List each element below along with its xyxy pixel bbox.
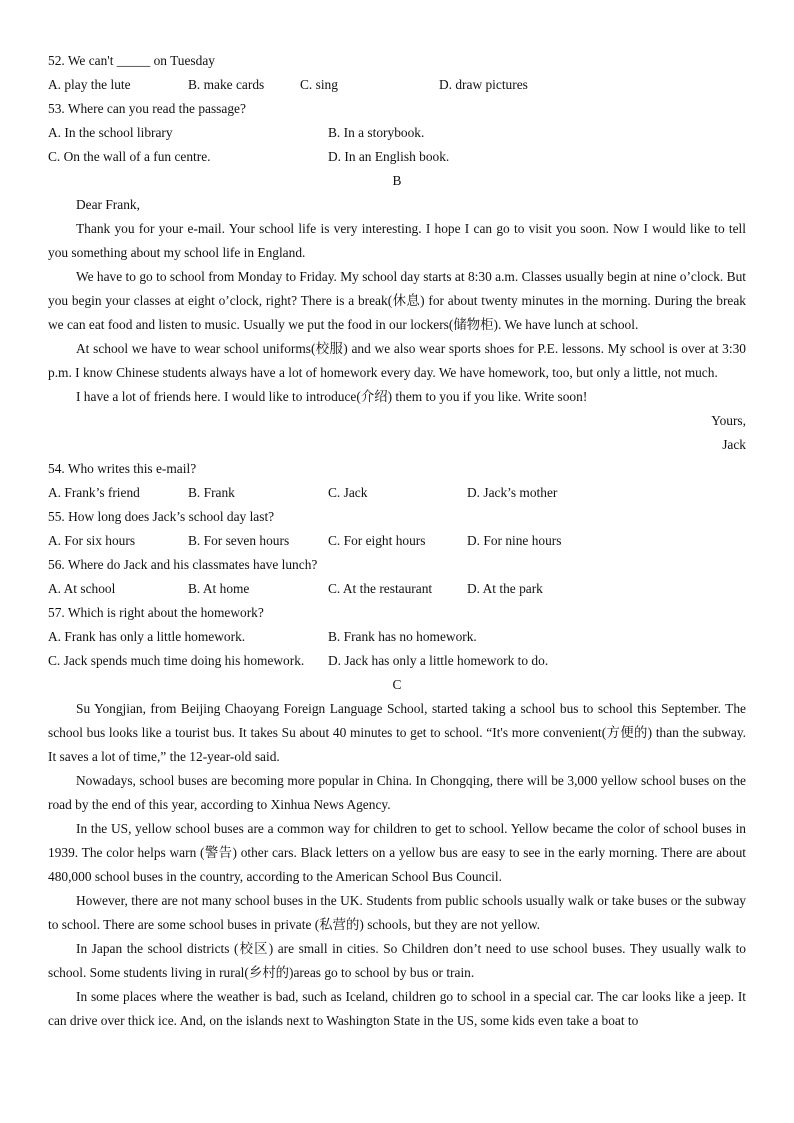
question-54: 54. Who writes this e-mail? <box>48 461 197 476</box>
question-53: 53. Where can you read the passage? <box>48 101 246 116</box>
option-c: C. sing <box>300 77 338 92</box>
passage-paragraph: In some places where the weather is bad, such as Iceland, children go to school in a special car. The car looks like a jeep. It can drive over thick ice. And, on the islands next to Washington State in the US, some kids even take a boat to <box>48 989 746 1028</box>
passage-paragraph: In the US, yellow school buses are a common way for children to get to school. Yellow became the color of school buses in 1939. The color helps warn (警告) other cars. Black letters on a yellow bus are easy to see in the early morning. There are about 480,000 school buses in the country, according to the American School Bus Council. <box>48 821 746 884</box>
question-53-options-row2 <box>48 145 746 169</box>
question-55: 55. How long does Jack’s school day last? <box>48 509 275 524</box>
passage-paragraph: However, there are not many school buses in the UK. Students from public schools usually walk or take buses or the subway to school. There are some school buses in private (私营的) schools, but they are not yellow. <box>48 893 746 932</box>
option-a: A. Frank has only a little homework. <box>48 629 246 644</box>
question-52-options <box>48 73 746 97</box>
option-c: C. Jack <box>328 485 368 500</box>
option-b: B. In a storybook. <box>328 125 425 140</box>
option-b: B. At home <box>188 581 250 596</box>
option-c: C. Jack spends much time doing his homework. <box>48 653 305 668</box>
option-b: B. For seven hours <box>188 533 290 548</box>
option-d: D. In an English book. <box>328 149 450 164</box>
question-57-options-row1 <box>48 625 746 649</box>
option-d: D. Jack has only a little homework to do. <box>328 653 549 668</box>
option-b: B. Frank has no homework. <box>328 629 477 644</box>
letter-greeting: Dear Frank, <box>76 197 140 212</box>
question-56-options <box>48 577 746 601</box>
passage-paragraph: Su Yongjian, from Beijing Chaoyang Foreign Language School, started taking a school bus to school this September. The school bus looks like a tourist bus. It takes Su about 40 minutes to get to school. “It's more convenient(方便的) than the subway. It saves a lot of time,” the 12-year-old said. <box>48 701 746 764</box>
letter-paragraph: Thank you for your e-mail. Your school life is very interesting. I hope I can go to visit you soon. Now I would like to tell you something about my school life in England. <box>48 221 746 260</box>
letter-signature: Jack <box>722 437 746 452</box>
question-57-options-row2 <box>48 649 746 673</box>
letter-paragraph: I have a lot of friends here. I would like to introduce(介绍) them to you if you like. Write soon! <box>76 389 588 404</box>
question-56: 56. Where do Jack and his classmates have lunch? <box>48 557 318 572</box>
option-a: A. play the lute <box>48 77 131 92</box>
option-c: C. For eight hours <box>328 533 426 548</box>
option-d: D. At the park <box>467 581 543 596</box>
letter-paragraph: At school we have to wear school uniforms(校服) and we also wear sports shoes for P.E. lessons. My school is over at 3:30 p.m. I know Chinese students always have a lot of homework every day. We have homework, too, but only a little, not much. <box>48 341 746 380</box>
option-c: C. At the restaurant <box>328 581 433 596</box>
option-d: D. draw pictures <box>439 77 528 92</box>
option-b: B. Frank <box>188 485 235 500</box>
option-a: A. For six hours <box>48 533 136 548</box>
exam-page <box>48 49 746 1033</box>
letter-closing: Yours, <box>711 413 746 428</box>
option-a: A. Frank’s friend <box>48 485 140 500</box>
letter-paragraph: We have to go to school from Monday to Friday. My school day starts at 8:30 a.m. Classes usually begin at nine o’clock. But you begin your classes at eight o’clock, right? There is a break(休息) for about twenty minutes in the morning. During the break we can eat food and listen to music. Usually we put the food in our lockers(储物柜). We have lunch at school. <box>48 269 746 332</box>
question-55-options <box>48 529 746 553</box>
question-52: 52. We can't _____ on Tuesday <box>48 53 215 68</box>
option-a: A. At school <box>48 581 116 596</box>
question-53-options-row1 <box>48 121 746 145</box>
option-b: B. make cards <box>188 77 265 92</box>
option-d: D. For nine hours <box>467 533 562 548</box>
question-57: 57. Which is right about the homework? <box>48 605 264 620</box>
passage-paragraph: Nowadays, school buses are becoming more popular in China. In Chongqing, there will be 3,000 yellow school buses on the road by the end of this year, according to Xinhua News Agency. <box>48 773 746 812</box>
section-c-heading: C <box>392 677 402 692</box>
question-54-options <box>48 481 746 505</box>
option-d: D. Jack’s mother <box>467 485 558 500</box>
option-c: C. On the wall of a fun centre. <box>48 149 211 164</box>
passage-paragraph: In Japan the school districts (校区) are small in cities. So Children don’t need to use school buses. They usually walk to school. Some students living in rural(乡村的)areas go to school by bus or train. <box>48 941 746 980</box>
option-a: A. In the school library <box>48 125 173 140</box>
section-b-heading: B <box>392 173 402 188</box>
